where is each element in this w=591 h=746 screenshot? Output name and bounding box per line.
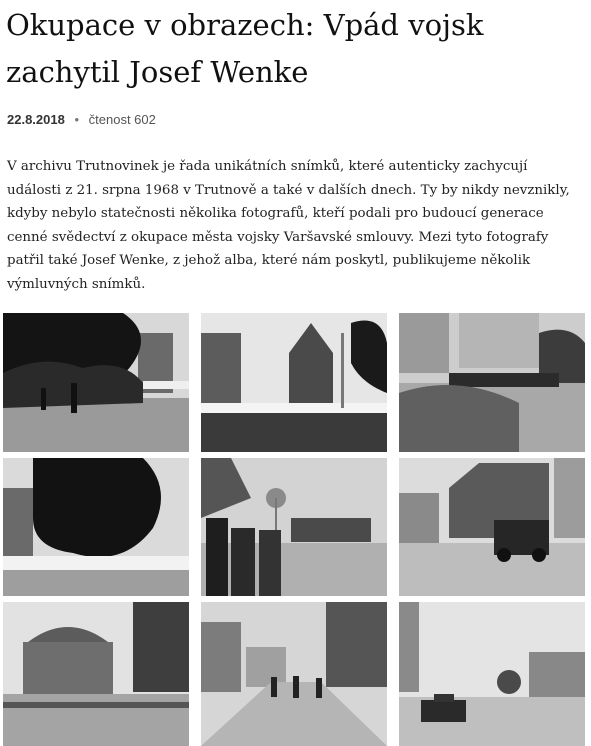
gallery-photo-bridge-corner-building[interactable] bbox=[201, 313, 387, 452]
readership-count: čtenost 602 bbox=[88, 112, 156, 127]
gallery-photo-tank-street[interactable] bbox=[399, 602, 585, 746]
gallery-photo-burnt-truck-square[interactable] bbox=[399, 458, 585, 596]
article-meta bbox=[7, 112, 156, 127]
gallery-photo-black-smoke-bridge[interactable] bbox=[3, 458, 189, 596]
gallery-photo-bridge-tower-street[interactable] bbox=[3, 602, 189, 746]
gallery-photo-soldiers-street[interactable] bbox=[201, 602, 387, 746]
publish-date: 22.8.2018 bbox=[7, 112, 65, 127]
gallery-photo-smoke-fire-street[interactable] bbox=[3, 313, 189, 452]
gallery-photo-people-military-trucks[interactable] bbox=[201, 458, 387, 596]
article-lead: V archivu Trutnovinek je řada unikátních snímků, které autenticky zachycují události z 21. srpna 1968 v Trutnově a také v dalších dnech. Ty by nikdy nevznikly, kdyby nebylo statečnosti několika fotografů, kteří podali pro budoucí generace cenné svědectví z okupace města vojsky Varšavské smlouvy. Mezi tyto fotografy patřil také Josef Wenke, z jehož alba, které nám poskytl, publikujeme několik výmluvných snímků. bbox=[7, 159, 570, 292]
article-title: Okupace v obrazech: Vpád vojsk zachytil Josef Wenke bbox=[6, 8, 484, 89]
gallery-photo-street-burning-vehicle[interactable] bbox=[399, 313, 585, 452]
meta-separator: • bbox=[74, 112, 80, 127]
